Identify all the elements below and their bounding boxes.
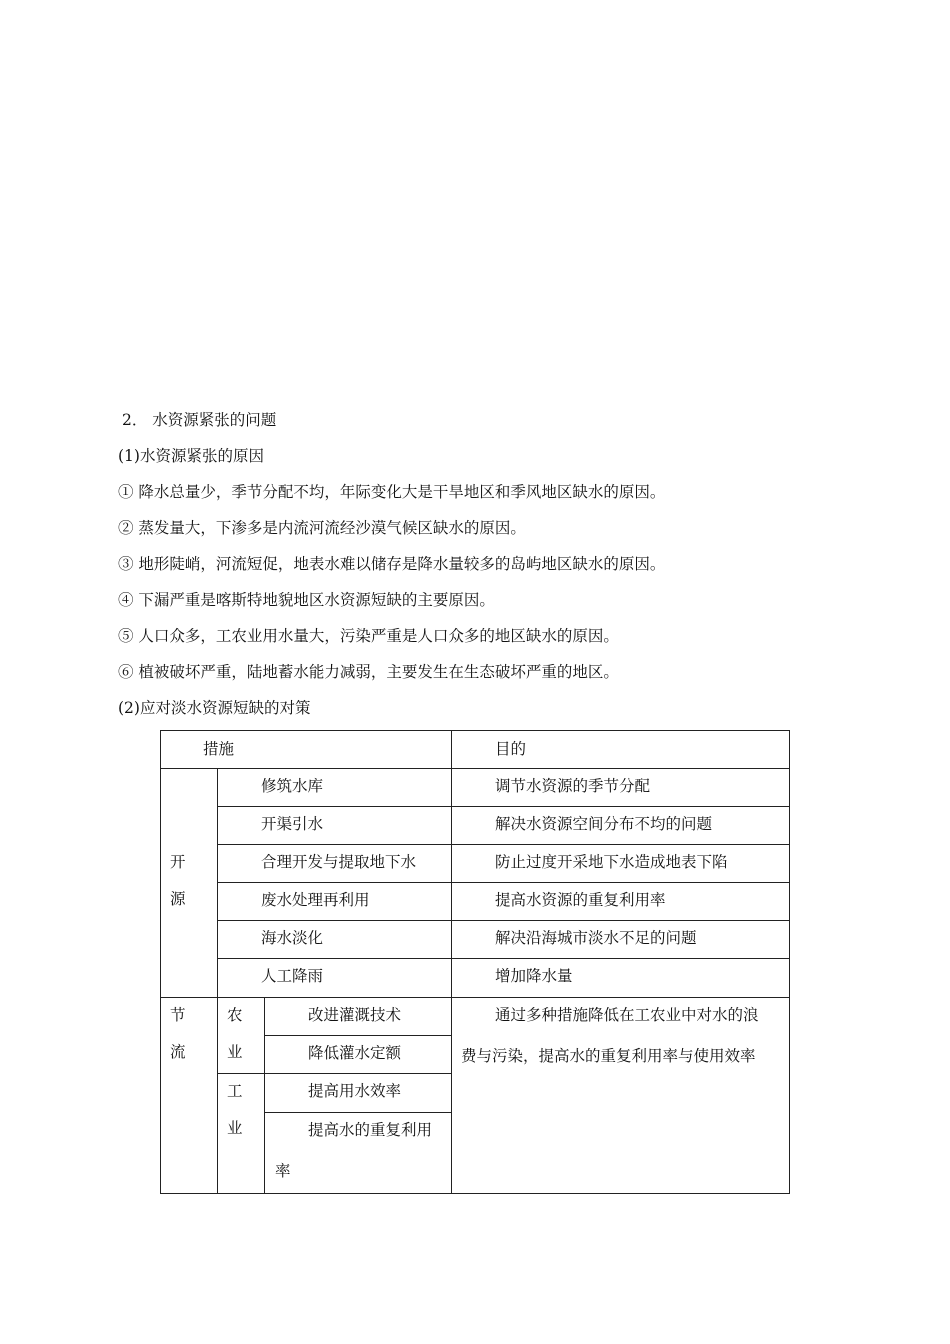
purpose-cell-wrap: 费与污染，提高水的重复利用率与使用效率 xyxy=(461,1047,756,1065)
table-row-line xyxy=(217,844,790,845)
measure-cell: 提高用水效率 xyxy=(308,1082,402,1100)
measure-cell: 改进灌溉技术 xyxy=(308,1006,402,1024)
table-row-line xyxy=(217,920,790,921)
table-divider-category xyxy=(217,768,218,1194)
section-heading: 2． 水资源紧张的问题 xyxy=(122,411,277,429)
measure-cell: 修筑水库 xyxy=(261,777,324,795)
header-measure: 措施 xyxy=(203,740,235,758)
category-jieliu-char1: 节 xyxy=(170,1006,186,1024)
table-border-right xyxy=(789,730,790,1194)
purpose-cell: 通过多种措施降低在工农业中对水的浪 xyxy=(495,1006,759,1024)
table-row-line xyxy=(264,1112,451,1113)
measure-cell: 降低灌水定额 xyxy=(308,1044,402,1062)
purpose-cell: 解决沿海城市淡水不足的问题 xyxy=(495,929,697,947)
table-row-line xyxy=(264,1035,451,1036)
reason-2: ② 蒸发量大，下渗多是内流河流经沙漠气候区缺水的原因。 xyxy=(118,519,526,537)
table-border-top xyxy=(160,730,790,731)
purpose-cell: 提高水资源的重复利用率 xyxy=(495,891,666,909)
measure-cell: 海水淡化 xyxy=(261,929,324,947)
table-divider-purpose xyxy=(451,730,452,1194)
reason-1: ① 降水总量少，季节分配不均，年际变化大是干旱地区和季风地区缺水的原因。 xyxy=(118,483,666,501)
purpose-cell: 调节水资源的季节分配 xyxy=(495,777,651,795)
table-row-line xyxy=(217,1073,451,1074)
reason-5: ⑤ 人口众多，工农业用水量大，污染严重是人口众多的地区缺水的原因。 xyxy=(118,627,619,645)
measure-cell: 开渠引水 xyxy=(261,815,324,833)
table-row-line xyxy=(217,882,790,883)
reason-4: ④ 下漏严重是喀斯特地貌地区水资源短缺的主要原因。 xyxy=(118,591,495,609)
table-border-bottom xyxy=(160,1193,790,1194)
subsection-causes: (1)水资源紧张的原因 xyxy=(118,447,264,465)
purpose-cell: 增加降水量 xyxy=(495,967,573,985)
measure-cell: 合理开发与提取地下水 xyxy=(261,853,417,871)
table-divider-subcategory xyxy=(264,997,265,1194)
subsection-countermeasures: (2)应对淡水资源短缺的对策 xyxy=(118,699,311,717)
table-row-line xyxy=(217,958,790,959)
table-border-left xyxy=(160,730,161,1194)
purpose-cell: 防止过度开采地下水造成地表下陷 xyxy=(495,853,728,871)
measure-cell: 人工降雨 xyxy=(261,967,324,985)
subcategory-indus-char1: 工 xyxy=(227,1082,243,1100)
purpose-cell: 解决水资源空间分布不均的问题 xyxy=(495,815,713,833)
subcategory-agri-char2: 业 xyxy=(227,1043,243,1061)
reason-3: ③ 地形陡峭，河流短促，地表水难以储存是降水量较多的岛屿地区缺水的原因。 xyxy=(118,555,666,573)
category-jieliu-char2: 流 xyxy=(170,1043,186,1061)
table-row-line xyxy=(160,997,790,998)
category-kaiyuan-char2: 源 xyxy=(170,890,186,908)
subcategory-agri-char1: 农 xyxy=(227,1006,243,1024)
measure-cell: 废水处理再利用 xyxy=(261,891,370,909)
reason-6: ⑥ 植被破坏严重，陆地蓄水能力减弱，主要发生在生态破坏严重的地区。 xyxy=(118,663,619,681)
measure-cell-wrap: 率 xyxy=(275,1162,291,1180)
header-purpose: 目的 xyxy=(495,740,527,758)
category-kaiyuan-char1: 开 xyxy=(170,853,186,871)
table-row-line xyxy=(217,806,790,807)
measure-cell: 提高水的重复利用 xyxy=(308,1121,433,1139)
subcategory-indus-char2: 业 xyxy=(227,1119,243,1137)
table-row-line xyxy=(160,768,790,769)
